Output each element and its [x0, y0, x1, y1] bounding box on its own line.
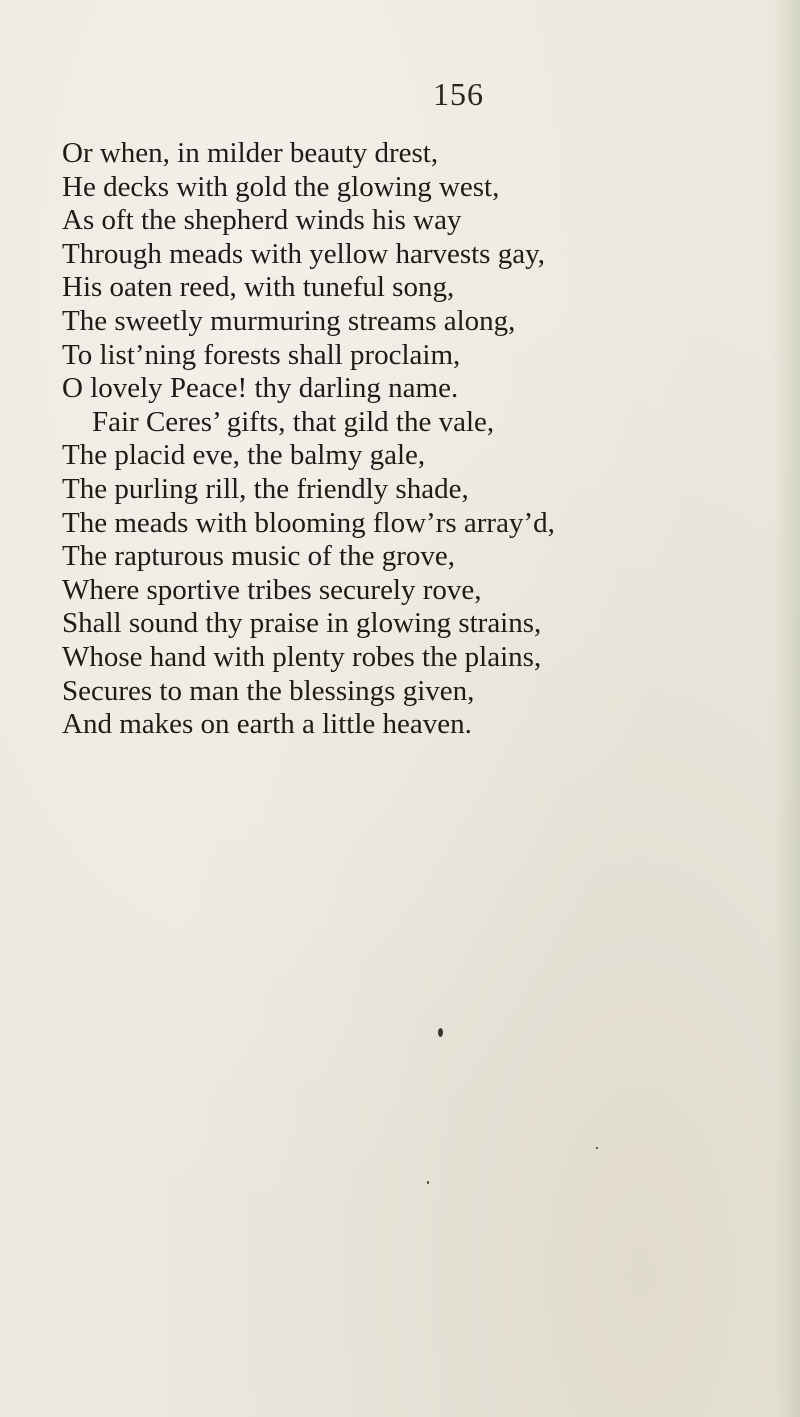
poem-line: And makes on earth a little heaven.	[62, 708, 472, 741]
poem-line: To list’ning forests shall proclaim,	[62, 338, 461, 371]
poem-line: Or when, in milder beauty drest,	[62, 137, 439, 169]
page-edge-shadow	[772, 0, 800, 1417]
poem-text	[62, 137, 762, 742]
poem-line: Fair Ceres’ gifts, that gild the vale,	[92, 405, 495, 438]
poem-line: The purling rill, the friendly shade,	[62, 472, 469, 505]
poem-line: The placid eve, the balmy gale,	[62, 439, 426, 472]
poem-line: The rapturous music of the grove,	[62, 540, 456, 573]
ink-speck	[438, 1028, 443, 1037]
poem-line: The sweetly murmuring streams along,	[62, 304, 516, 337]
ink-speck	[427, 1181, 429, 1184]
poem-line: Whose hand with plenty robes the plains,	[62, 640, 542, 673]
poem-line: His oaten reed, with tuneful song,	[62, 271, 455, 304]
poem-line: Through meads with yellow harvests gay,	[62, 237, 545, 270]
poem-line: As oft the shepherd winds his way	[62, 204, 462, 237]
poem-line: The meads with blooming flow’rs array’d,	[62, 506, 555, 539]
poem-line: He decks with gold the glowing west,	[62, 170, 500, 203]
ink-speck	[596, 1147, 598, 1149]
poem-line: Where sportive tribes securely rove,	[62, 573, 482, 606]
poem-line: O lovely Peace! thy darling name.	[62, 372, 459, 405]
page-number: 156	[433, 76, 484, 112]
poem-line: Secures to man the blessings given,	[62, 674, 475, 707]
poem-line: Shall sound thy praise in glowing strains,	[62, 607, 542, 640]
